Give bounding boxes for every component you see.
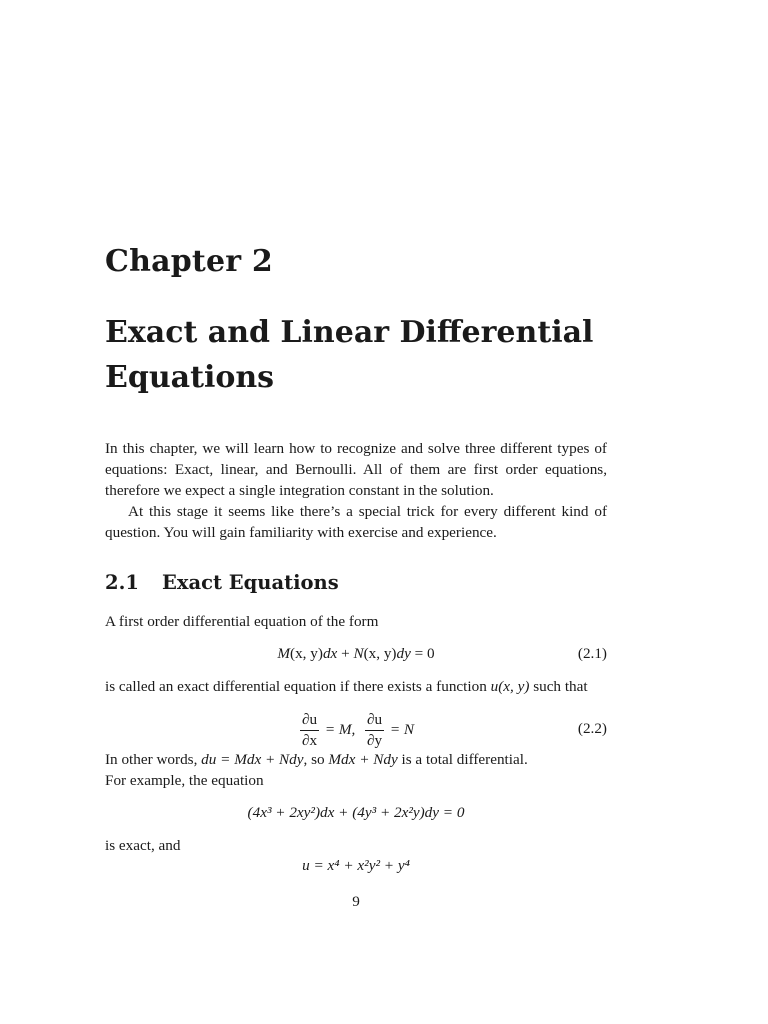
fraction-du-dy: $\frac{\partial u}{\partial y}$ bbox=[366, 711, 383, 749]
equation-2-1-body: M(x, y)dx + N(x, y)dy = 0 bbox=[277, 645, 435, 662]
exact-definition-text: is called an exact differential equation if there exists a function u(x, y) such that bbox=[105, 678, 588, 695]
example-equation: (4x³ + 2xy²)dx + (4y³ + 2x²y)dy = 0 bbox=[247, 804, 465, 821]
equation-2-2-body: $\frac{\partial u}{\partial x}$ = M, $\frac{\partial u}{\partial y}$ = N bbox=[301, 711, 415, 749]
chapter-title: Exact and Linear Differential Equations bbox=[105, 315, 594, 395]
example-intro-text: For example, the equation bbox=[105, 772, 264, 789]
equation-2-1 bbox=[105, 645, 607, 673]
equation-number: (2.2) bbox=[577, 720, 607, 737]
section-number: 2.1 bbox=[105, 571, 139, 594]
equation-number: (2.1) bbox=[577, 645, 607, 662]
section-title: Exact Equations bbox=[162, 571, 339, 594]
equation-2-2 bbox=[105, 710, 607, 754]
total-differential-text: In other words, du = Mdx + Ndy, so Mdx + Ndy is a total differential. bbox=[105, 751, 528, 768]
is-exact-text: is exact, and bbox=[105, 837, 181, 854]
section-heading bbox=[105, 571, 339, 594]
chapter-label: Chapter 2 bbox=[105, 244, 273, 279]
page-number: 9 bbox=[352, 893, 360, 910]
body-lead-text: A first order differential equation of the form bbox=[105, 613, 379, 630]
solution-equation: u = x⁴ + x²y² + y⁴ bbox=[302, 857, 410, 874]
intro-paragraph: In this chapter, we will learn how to recognize and solve three different types of equations: Exact, linear, and Bernoulli. All of them are first order equations, therefore we expect a single integration constant in the solution. bbox=[105, 440, 607, 499]
intro-paragraph-2: At this stage it seems like there’s a special trick for every different kind of question. You will gain familiarity with exercise and experience. bbox=[105, 503, 607, 541]
function-u: u(x, y) bbox=[490, 678, 530, 695]
fraction-du-dx: $\frac{\partial u}{\partial x}$ bbox=[301, 711, 318, 749]
